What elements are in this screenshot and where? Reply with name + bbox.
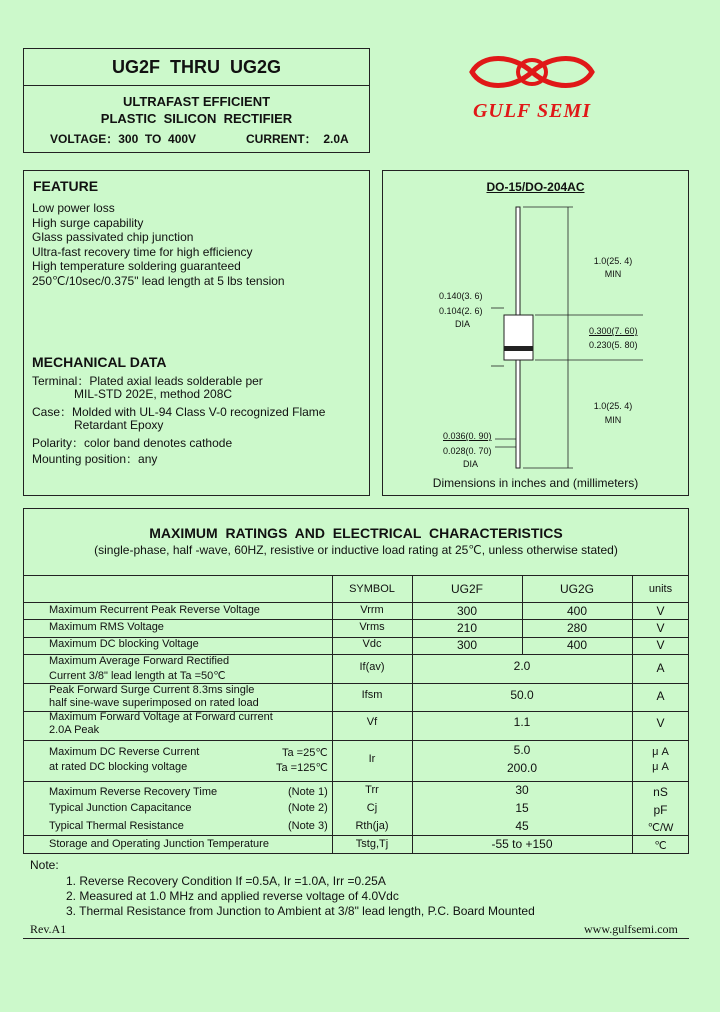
note-item: 2. Measured at 1.0 MHz and applied reverse voltage of 4.0Vdc [66, 889, 399, 903]
value-cell: 2.0 [513, 659, 531, 673]
footer-rule [23, 938, 689, 939]
condition-label: Ta =25℃ [282, 747, 328, 759]
header-units: units [648, 583, 673, 595]
feature-heading: FEATURE [33, 178, 99, 194]
note-ref: (Note 2) [288, 802, 328, 814]
feature-item: High temperature soldering guaranteed [32, 259, 241, 273]
unit-cell: ℃/W [647, 822, 674, 834]
unit-cell: V [656, 621, 665, 635]
subtitle-box [23, 85, 370, 153]
symbol-cell: Trr [365, 784, 379, 796]
unit-cell: V [656, 716, 665, 730]
param-label: Typical Junction Capacitance [49, 802, 192, 814]
feature-item: Glass passivated chip junction [32, 230, 194, 244]
mechanical-line: MIL-STD 202E, method 208C [74, 387, 233, 401]
mechanical-line: Terminal：Plated axial leads solderable per [32, 374, 263, 388]
param-label: Storage and Operating Junction Temperature [49, 838, 269, 850]
header-ug2f: UG2F [450, 582, 483, 596]
symbol-cell: Vrms [359, 621, 385, 633]
value-cell: 45 [515, 819, 529, 833]
package-drawing-icon [383, 171, 690, 497]
note-ref: (Note 3) [288, 820, 328, 832]
condition-label: Ta =125℃ [276, 762, 328, 774]
param-label: Maximum RMS Voltage [49, 621, 164, 633]
revision-label: Rev.A1 [30, 922, 67, 936]
value-cell: 300 [456, 638, 478, 652]
row-border [23, 619, 689, 620]
feature-item: 250℃/10sec/0.375" lead length at 5 lbs tension [32, 274, 285, 288]
unit-cell: pF [653, 803, 668, 817]
voltage-spec: VOLTAGE：300 TO 400V [50, 132, 197, 146]
param-label: Typical Thermal Resistance [49, 820, 184, 832]
symbol-cell: Ir [368, 753, 376, 765]
value-cell: 50.0 [510, 688, 534, 702]
param-label: half sine-wave superimposed on rated load [49, 697, 259, 709]
param-label: 2.0A Peak [49, 724, 100, 736]
current-spec: CURRENT： 2.0A [246, 132, 349, 146]
dim-body-len-max: 0.300(7. 60) [589, 326, 638, 336]
note-item: 1. Reverse Recovery Condition If =0.5A, Ir =1.0A, Irr =0.25A [66, 874, 386, 888]
package-title: DO-15/DO-204AC [486, 180, 585, 194]
value-cell: 300 [456, 604, 478, 618]
ratings-title: MAXIMUM RATINGS AND ELECTRICAL CHARACTERISTICS [149, 525, 563, 541]
value-cell: 210 [456, 621, 478, 635]
value-cell: 400 [566, 638, 588, 652]
feature-item: High surge capability [32, 216, 144, 230]
table-header-border [23, 602, 689, 603]
gulf-semi-logo [452, 50, 612, 130]
logo-text: GULF SEMI [472, 100, 592, 122]
dim-lead-dia-label: DIA [463, 459, 479, 469]
unit-cell: V [656, 638, 665, 652]
value-cell: 280 [566, 621, 588, 635]
mechanical-heading: MECHANICAL DATA [32, 354, 167, 370]
value-cell: 15 [515, 801, 529, 815]
symbol-cell: Tstg,Tj [355, 838, 389, 850]
package-box [382, 170, 689, 496]
symbol-cell: Cj [366, 802, 378, 814]
row-border [23, 781, 689, 782]
mechanical-line: Mounting position：any [32, 452, 158, 466]
unit-cell: μ A [652, 746, 669, 758]
param-label: Maximum Average Forward Rectified [49, 655, 230, 667]
value-cell: 200.0 [506, 761, 538, 775]
dim-body-dia-min: 0.104(2. 6) [439, 306, 483, 316]
feature-item: Ultra-fast recovery time for high efficiency [32, 245, 253, 259]
notes-heading: Note: [30, 858, 59, 872]
value-cell: -55 to +150 [491, 837, 553, 851]
feature-box [23, 170, 370, 496]
dim-lead-bot-min: MIN [604, 415, 622, 425]
title-box [23, 48, 370, 86]
symbol-cell: If(av) [359, 661, 385, 673]
value-cell: 5.0 [513, 743, 531, 757]
note-ref: (Note 1) [288, 786, 328, 798]
mechanical-line: Retardant Epoxy [74, 418, 164, 432]
dim-body-dia-label: DIA [455, 319, 471, 329]
param-label: Maximum Recurrent Peak Reverse Voltage [49, 604, 260, 616]
param-label: Maximum DC blocking Voltage [49, 638, 199, 650]
dim-body-dia-max: 0.140(3. 6) [439, 291, 483, 301]
value-cell: 30 [515, 783, 529, 797]
dim-lead-top-min: MIN [604, 269, 622, 279]
ratings-subtitle: (single-phase, half -wave, 60HZ, resistive or inductive load rating at 25℃, unless otherwise stated) [94, 543, 618, 557]
param-label: Current 3/8" lead length at Ta =50℃ [49, 670, 226, 682]
row-border [23, 835, 689, 836]
symbol-cell: Vf [366, 716, 378, 728]
subtitle-line-2: PLASTIC SILICON RECTIFIER [100, 111, 293, 126]
table-top-border [23, 575, 689, 576]
param-label: at rated DC blocking voltage [49, 761, 188, 773]
param-label: Maximum DC Reverse Current [49, 746, 200, 758]
unit-cell: μ A [652, 761, 669, 773]
mechanical-line: Case：Molded with UL-94 Class V-0 recognized Flame [32, 405, 326, 419]
website-link[interactable]: www.gulfsemi.com [584, 922, 678, 936]
symbol-cell: Rth(ja) [355, 820, 389, 832]
dimensions-caption: Dimensions in inches and (millimeters) [432, 476, 639, 490]
param-label: Maximum Forward Voltage at Forward current [49, 711, 273, 723]
param-label: Maximum Reverse Recovery Time [49, 786, 218, 798]
dim-lead-dia-max: 0.036(0. 90) [443, 431, 492, 441]
header-ug2g: UG2G [559, 582, 594, 596]
symbol-cell: Ifsm [361, 689, 383, 701]
row-border [23, 740, 689, 741]
unit-cell: A [656, 661, 665, 675]
symbol-cell: Vdc [362, 638, 382, 650]
header-symbol: SYMBOL [349, 583, 395, 595]
dim-body-len-min: 0.230(5. 80) [589, 340, 638, 350]
value-cell: 400 [566, 604, 588, 618]
unit-cell: nS [653, 785, 668, 799]
dim-lead-bot: 1.0(25. 4) [593, 401, 633, 411]
part-title: UG2F THRU UG2G [111, 57, 281, 77]
symbol-cell: Vrrm [360, 604, 384, 616]
unit-cell: V [656, 604, 665, 618]
unit-cell: ℃ [654, 840, 667, 852]
note-item: 3. Thermal Resistance from Junction to Ambient at 3/8" lead length, P.C. Board Mounted [66, 904, 535, 918]
dim-lead-dia-min: 0.028(0. 70) [443, 446, 492, 456]
subtitle-line-1: ULTRAFAST EFFICIENT [122, 94, 271, 109]
param-label: Peak Forward Surge Current 8.3ms single [49, 684, 255, 696]
dim-lead-top: 1.0(25. 4) [593, 256, 633, 266]
unit-cell: A [656, 689, 665, 703]
feature-item: Low power loss [32, 201, 115, 215]
mechanical-line: Polarity：color band denotes cathode [32, 436, 233, 450]
value-cell: 1.1 [513, 715, 531, 729]
